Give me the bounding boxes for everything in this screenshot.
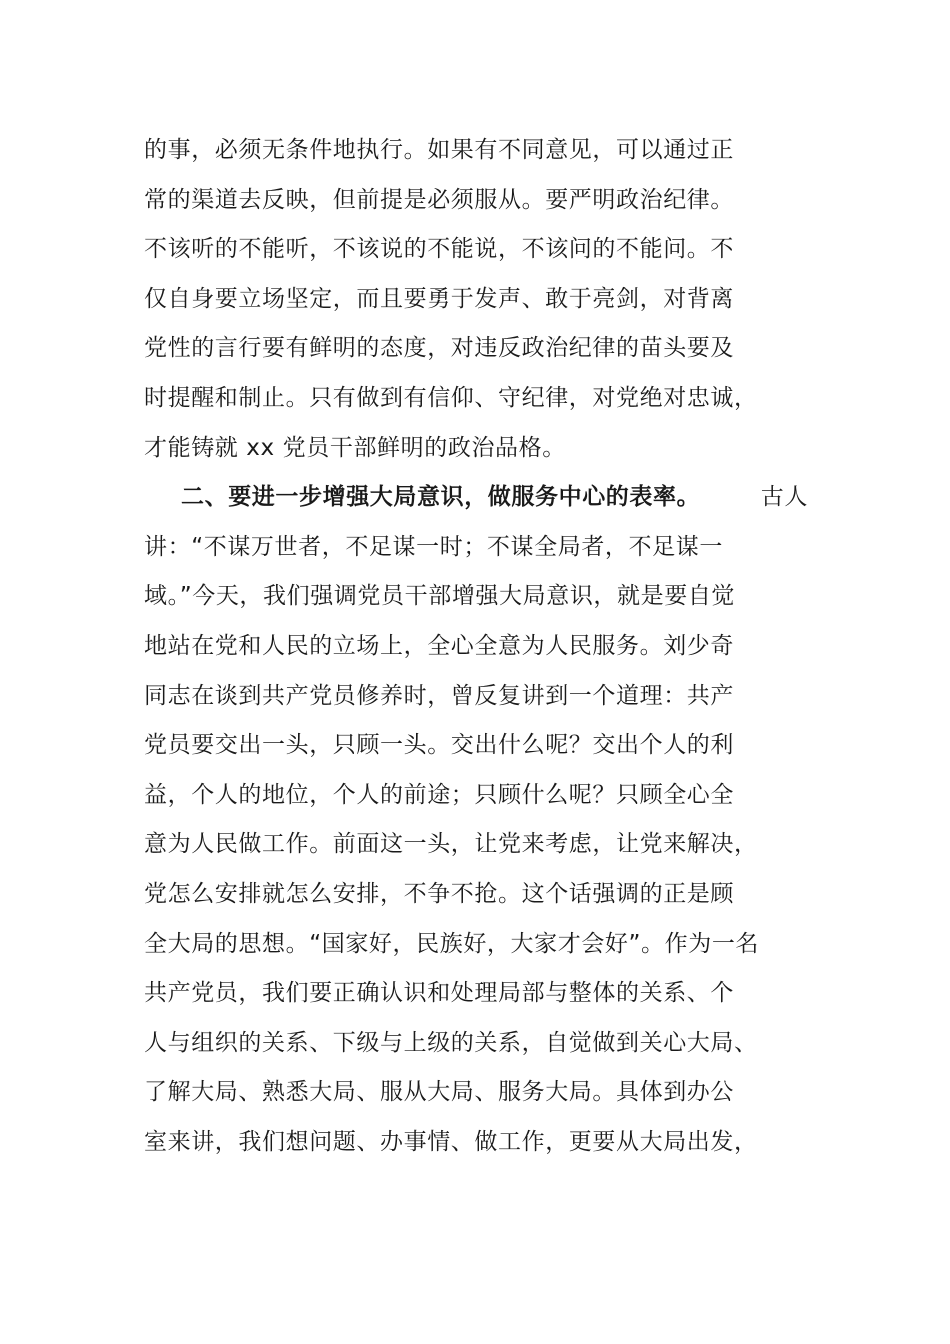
text-line: 党员要交出一头，只顾一头。交出什么呢？交出个人的利 (144, 732, 734, 759)
text-line: 共产党员，我们要正确认识和处理局部与整体的关系、个 (144, 980, 734, 1007)
heading-line-text: 古人 (760, 484, 808, 511)
text-line: 地站在党和人民的立场上，全心全意为人民服务。刘少奇 (144, 632, 734, 659)
text-line: 益，个人的地位，个人的前途；只顾什么呢？只顾全心全 (144, 781, 734, 808)
text-line: 才能铸就 xx 党员干部鲜明的政治品格。 (144, 434, 566, 461)
text-line: 室来讲，我们想问题、办事情、做工作，更要从大局出发， (144, 1128, 758, 1155)
document-body (144, 126, 808, 1167)
text-line: 党怎么安排就怎么安排，不争不抢。这个话强调的正是顾 (144, 880, 734, 907)
text-line: 全大局的思想。“国家好，民族好，大家才会好”。作为一名 (144, 930, 760, 957)
text-line: 人与组织的关系、下级与上级的关系，自觉做到关心大局、 (144, 1029, 758, 1056)
text-line: 意为人民做工作。前面这一头，让党来考虑，让党来解决， (144, 831, 758, 858)
section-heading: 二、要进一步增强大局意识，做服务中心的表率。 (181, 484, 701, 511)
text-line: 同志在谈到共产党员修养时，曾反复讲到一个道理：共产 (144, 682, 734, 709)
text-line: 了解大局、熟悉大局、服从大局、服务大局。具体到办公 (144, 1079, 734, 1106)
text-line: 的事，必须无条件地执行。如果有不同意见，可以通过正 (144, 137, 734, 163)
text-line: 党性的言行要有鲜明的态度，对违反政治纪律的苗头要及 (144, 335, 734, 362)
text-line: 时提醒和制止。只有做到有信仰、守纪律，对党绝对忠诚， (144, 384, 758, 411)
section-heading-line (144, 473, 808, 523)
text-line: 仅自身要立场坚定，而且要勇于发声、敢于亮剑，对背离 (144, 285, 734, 312)
text-line: 讲：“不谋万世者，不足谋一时；不谋全局者，不足谋一 (144, 533, 723, 560)
text-line: 域。”今天，我们强调党员干部增强大局意识，就是要自觉 (144, 583, 736, 610)
text-line: 常的渠道去反映，但前提是必须服从。要严明政治纪律。 (144, 186, 734, 213)
text-line: 不该听的不能听，不该说的不能说，不该问的不能问。不 (144, 236, 734, 263)
